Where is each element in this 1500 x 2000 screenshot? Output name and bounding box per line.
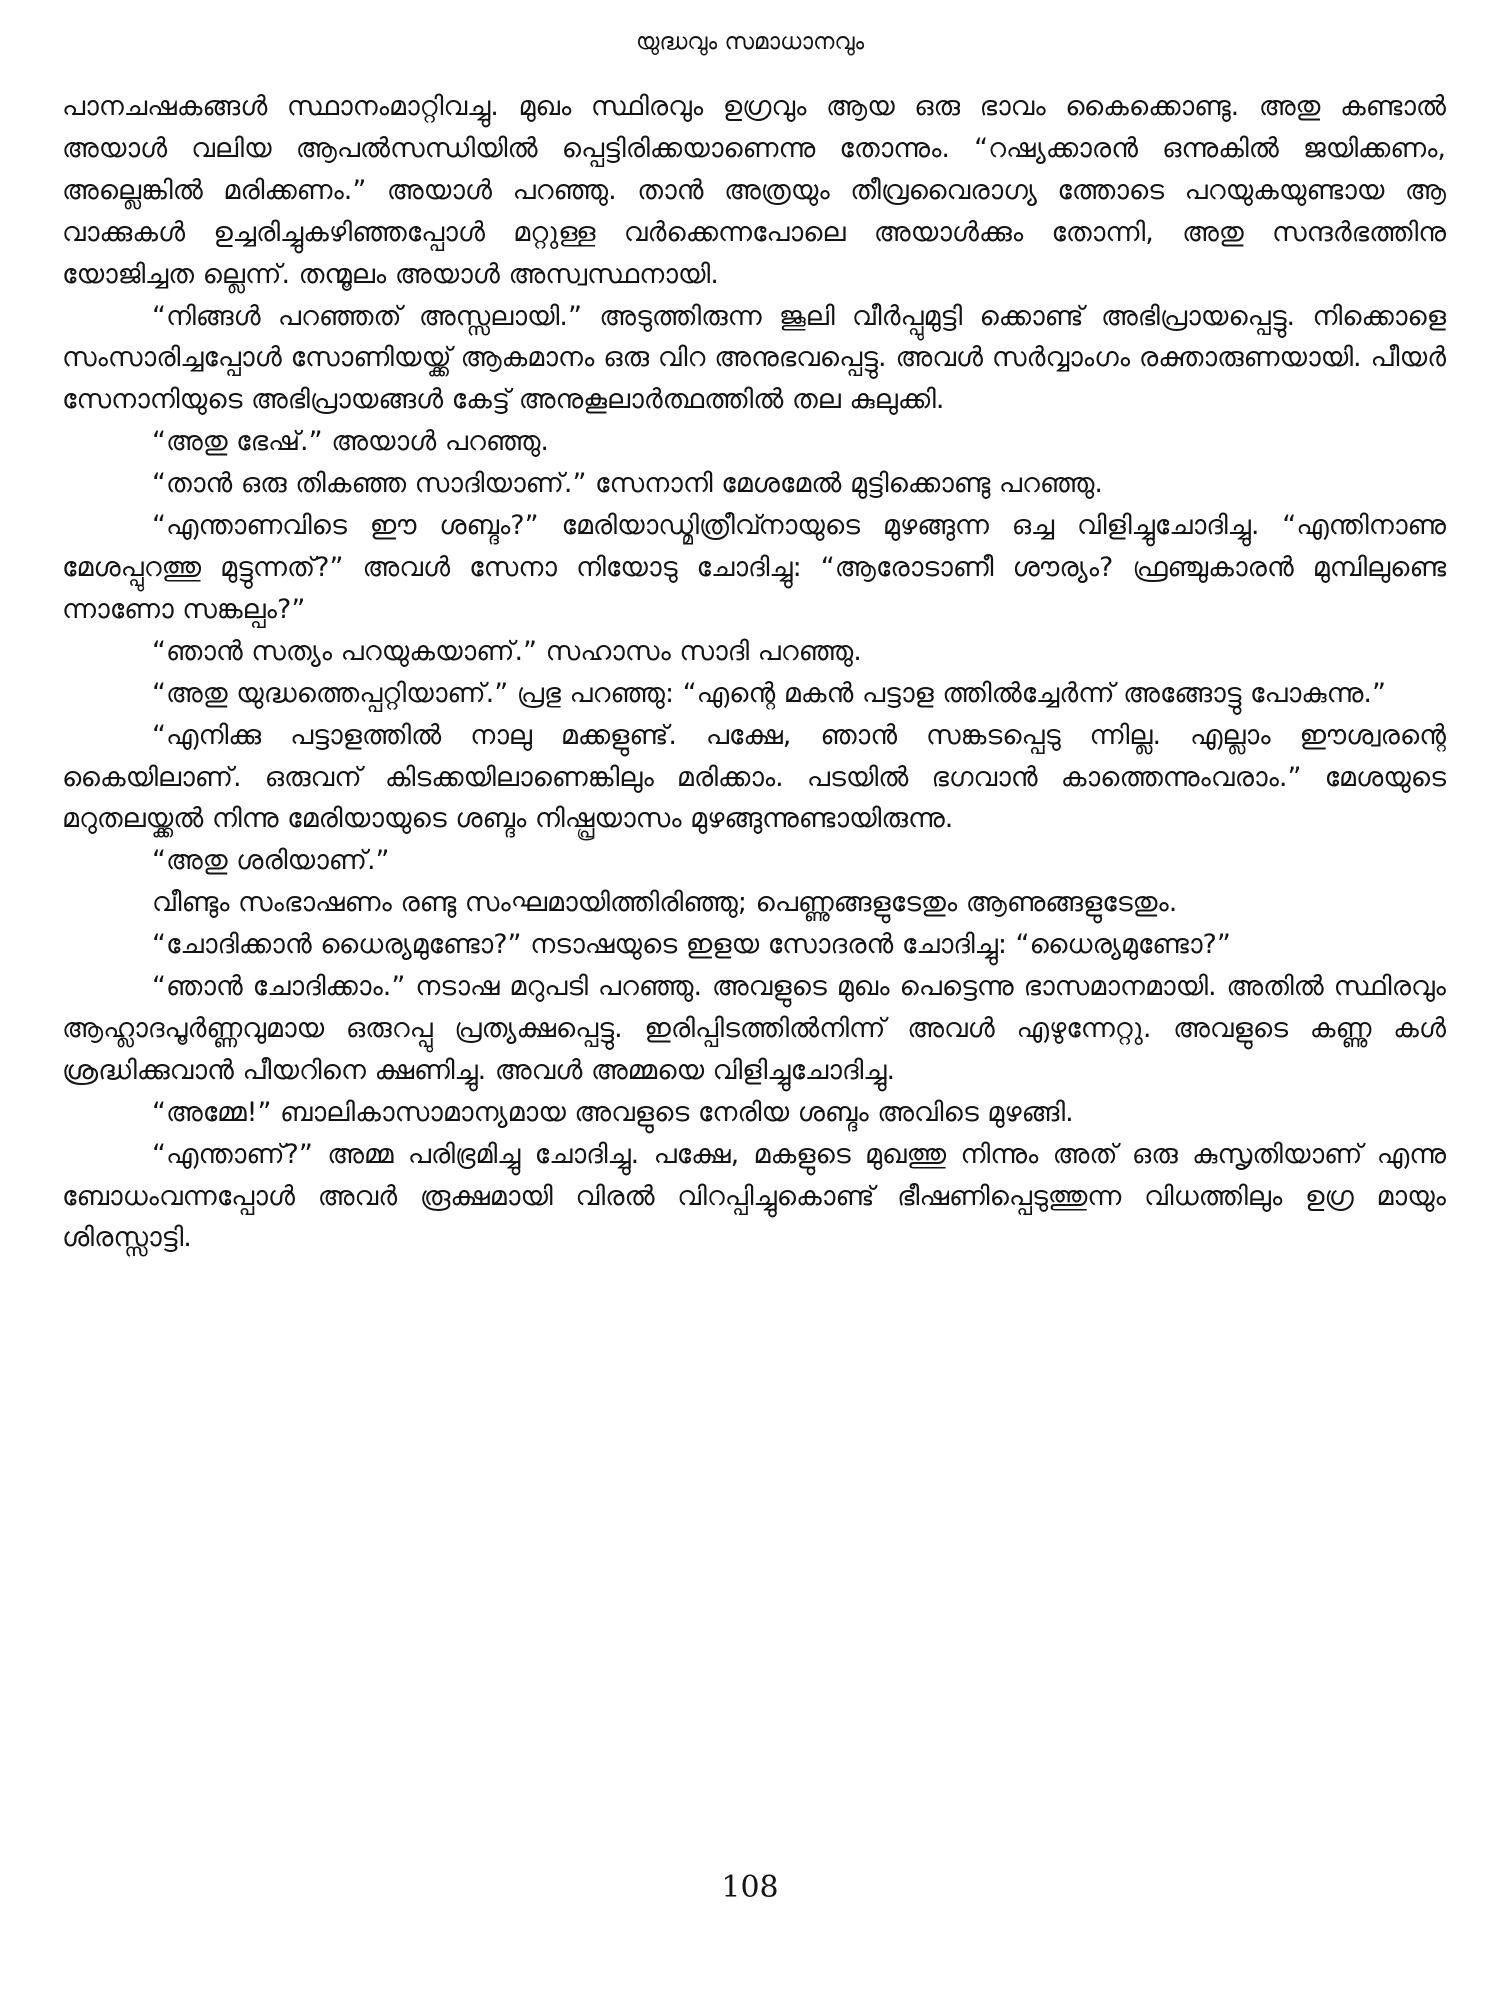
paragraph: “നിങ്ങൾ പറഞ്ഞത് അസ്സലായി.” അടുത്തിരുന്ന ജൂലി വീർപ്പുമുട്ടി ക്കൊണ്ട് അഭിപ്രായപ്പെട്ടു. നിക്കൊളെ സംസാരിച്ചപ്പോൾ സോണിയയ്ക്ക് ആകമാനം ഒരു വിറ അനുഭവപ്പെട്ടു. അവൾ സർവ്വാംഗം രക്താരുണയായി. പീയർ സേനാനിയുടെ അഭിപ്രായങ്ങൾ കേട്ട് അനുകൂലാർത്ഥത്തിൽ തല കുലുക്കി. bbox=[62, 300, 1446, 416]
page-number: 108 bbox=[721, 1870, 779, 1905]
paragraph: “താൻ ഒരു തികഞ്ഞ സാദിയാണ്.” സേനാനി മേശമേൽ മുട്ടിക്കൊണ്ടു പറഞ്ഞു. bbox=[152, 468, 1104, 500]
body-text bbox=[62, 86, 1446, 1259]
paragraph: “അതു ശരിയാണ്.” bbox=[152, 845, 390, 877]
paragraph: “ഞാൻ ചോദിക്കാം.” നടാഷ മറുപടി പറഞ്ഞു. അവളുടെ മുഖം പെട്ടെന്നു ഭാസമാനമായി. അതിൽ സ്ഥിരവും ആഹ്ലാദപൂർണ്ണവുമായ ഒരുറപ്പു പ്രത്യക്ഷപ്പെട്ടു. ഇരിപ്പിടത്തിൽനിന്ന് അവൾ എഴുന്നേറ്റു. അവളുടെ കണ്ണു കൾ ശ്രദ്ധിക്കുവാൻ പീയറിനെ ക്ഷണിച്ചു. അവൾ അമ്മയെ വിളിച്ചുചോദിച്ചു. bbox=[62, 971, 1446, 1086]
paragraph: “അമ്മേ!” ബാലികാസാമാന്യമായ അവളുടെ നേരിയ ശബ്ദം അവിടെ മുഴങ്ങി. bbox=[152, 1096, 1074, 1128]
paragraph: വീണ്ടും സംഭാഷണം രണ്ടു സംഘമായിത്തിരിഞ്ഞു; പെണ്ണുങ്ങളുടേതും ആണുങ്ങളുടേതും. bbox=[152, 887, 1178, 919]
paragraph: “അതു യുദ്ധത്തെപ്പറ്റിയാണ്.” പ്രഭു പറഞ്ഞു: “എന്റെ മകൻ പട്ടാള ത്തിൽച്ചേർന്ന് അങ്ങോട്ടു പോകുന്നു.” bbox=[152, 677, 1386, 709]
paragraph: “ഞാൻ സത്യം പറയുകയാണ്.” സഹാസം സാദി പറഞ്ഞു. bbox=[152, 635, 862, 667]
paragraph: “ചോദിക്കാൻ ധൈര്യമുണ്ടോ?” നടാഷയുടെ ഇളയ സോദരൻ ചോദിച്ചു: “ധൈര്യമുണ്ടോ?” bbox=[152, 929, 1231, 961]
paragraph: “അതു ഭേഷ്.” അയാൾ പറഞ്ഞു. bbox=[152, 426, 549, 458]
paragraph: “എന്താണവിടെ ഈ ശബ്ദം?” മേരിയാഡ്മിത്രീവ്നായുടെ മുഴങ്ങുന്ന ഒച്ച വിളിച്ചുചോദിച്ചു. “എന്തിനാണു മേശപ്പുറത്തു മുട്ടുന്നത്?” അവൾ സേനാ നിയോടു ചോദിച്ചു: “ആരോടാണീ ശൗര്യം? ഫ്രഞ്ചുകാരൻ മുമ്പിലുണ്ടെ ന്നാണോ സങ്കല്പം?” bbox=[62, 510, 1446, 625]
paragraph: പാനചഷകങ്ങൾ സ്ഥാനംമാറ്റിവച്ചു. മുഖം സ്ഥിരവും ഉഗ്രവും ആയ ഒരു ഭാവം കൈക്കൊണ്ടു. അതു കണ്ടാൽ അയാൾ വലിയ ആപൽസന്ധിയിൽ പ്പെട്ടിരിക്കയാണെന്നു തോന്നും. “റഷ്യക്കാരൻ ഒന്നുകിൽ ജയിക്കണം, അല്ലെങ്കിൽ മരിക്കണം.” അയാൾ പറഞ്ഞു. താൻ അത്രയും തീവ്രവൈരാഗ്യ ത്തോടെ പറയുകയുണ്ടായ ആ വാക്കുകൾ ഉച്ചരിച്ചുകഴിഞ്ഞപ്പോൾ മറ്റുള്ള വർക്കെന്നപോലെ അയാൾക്കും തോന്നി, അതു സന്ദർഭത്തിനു യോജിച്ചത ല്ലെന്ന്. തന്മൂലം അയാൾ അസ്വസ്ഥനായി. bbox=[62, 91, 1446, 290]
paragraph: “എന്താണ്?” അമ്മ പരിഭ്രമിച്ചു ചോദിച്ചു. പക്ഷേ, മകളുടെ മുഖത്തു നിന്നും അത് ഒരു കുസൃതിയാണ് എന്നു ബോധംവന്നപ്പോൾ അവർ രൂക്ഷമായി വിരൽ വിറപ്പിച്ചുകൊണ്ട് ഭീഷണിപ്പെടുത്തുന്ന വിധത്തിലും ഉഗ്ര മായും ശിരസ്സാട്ടി. bbox=[62, 1138, 1446, 1254]
running-head: യുദ്ധവും സമാധാനവും bbox=[635, 29, 865, 55]
paragraph: “എനിക്കു പട്ടാളത്തിൽ നാലു മക്കളുണ്ട്. പക്ഷേ, ഞാൻ സങ്കടപ്പെടു ന്നില്ല. എല്ലാം ഈശ്വരന്റെ കൈയിലാണ്. ഒരുവന് കിടക്കയിലാണെങ്കിലും മരിക്കാം. പടയിൽ ഭഗവാൻ കാത്തെന്നുംവരാം.” മേശയുടെ മറുതലയ്ക്കൽ നിന്നു മേരിയായുടെ ശബ്ദം നിഷ്പ്രയാസം മുഴങ്ങുന്നുണ്ടായിരുന്നു. bbox=[62, 719, 1446, 835]
